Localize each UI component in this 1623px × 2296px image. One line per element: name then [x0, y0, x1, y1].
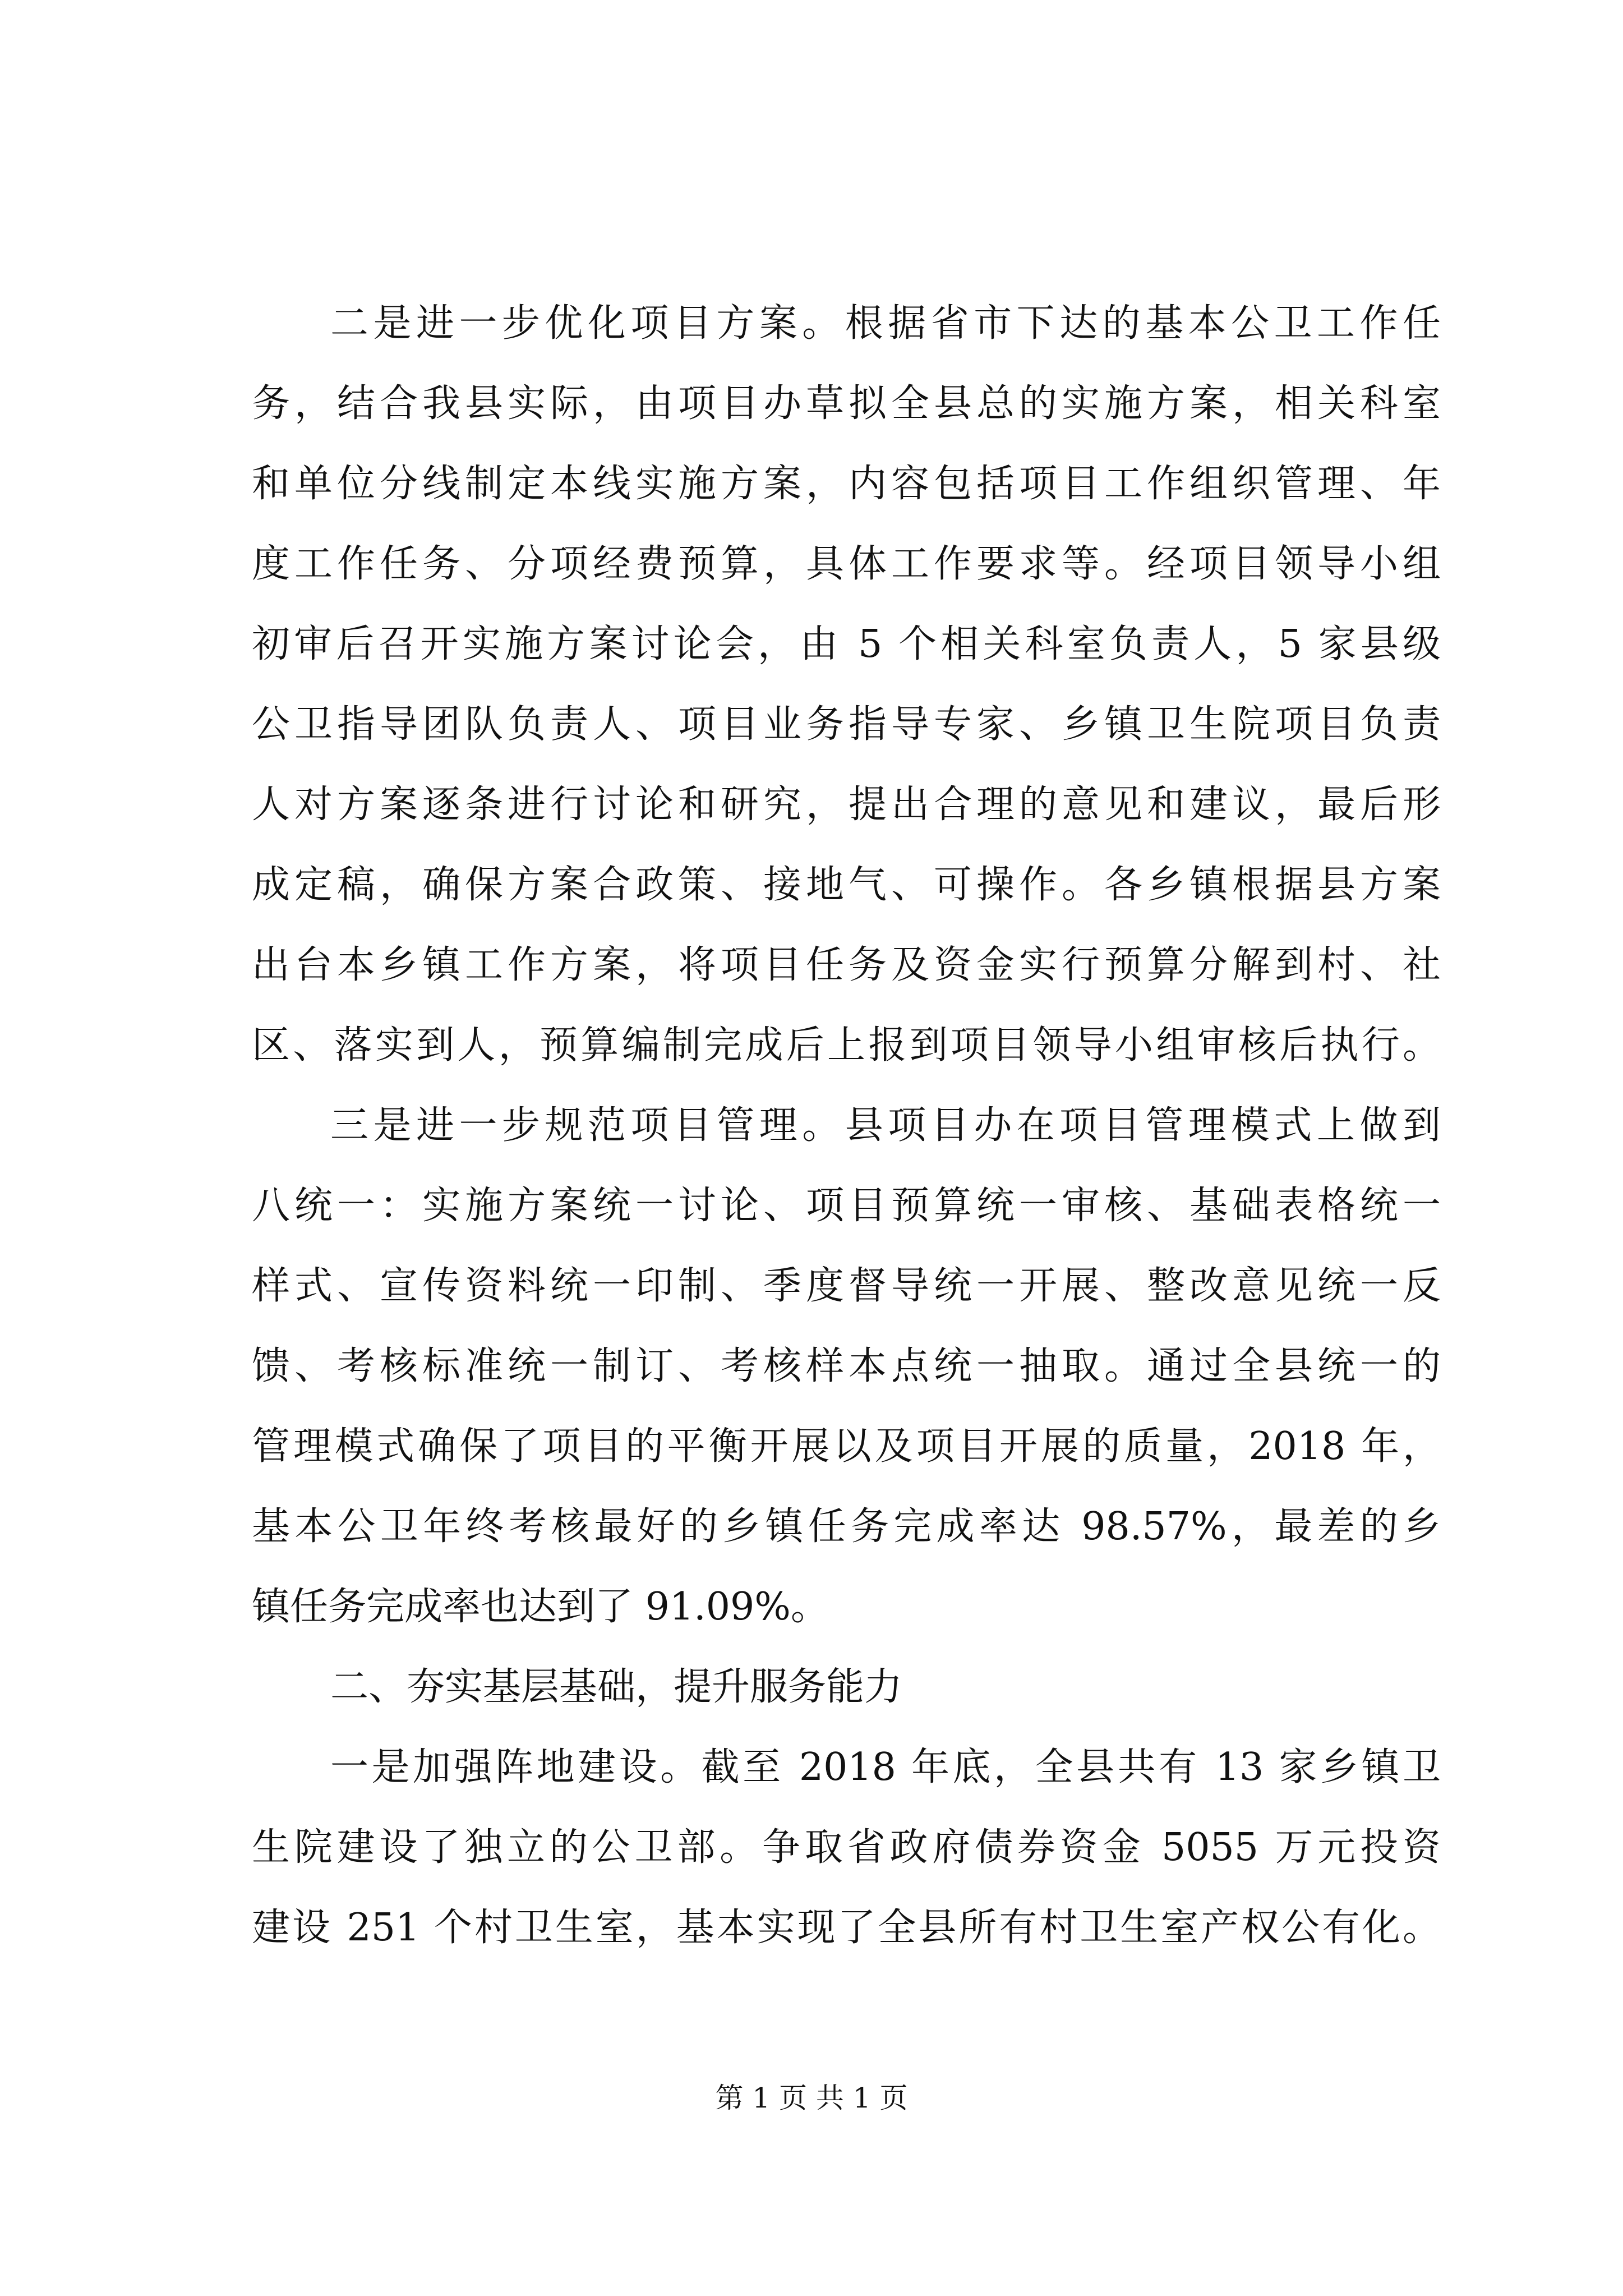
paragraph-project-management: [252, 1085, 1441, 1647]
page-footer: [0, 2081, 1623, 2115]
text-line: 管理模式确保了项目的平衡开展以及项目开展的质量，2018 年，: [252, 1424, 1441, 1469]
text-line: 初审后召开实施方案讨论会，由 5 个相关科室负责人，5 家县级: [252, 622, 1441, 666]
text-line: 建设 251 个村卫生室，基本实现了全县所有村卫生室产权公有化。: [252, 1906, 1441, 1950]
text-line: 三是进一步规范项目管理。县项目办在项目管理模式上做到: [330, 1103, 1441, 1148]
text-line: 一是加强阵地建设。截至 2018 年底，全县共有 13 家乡镇卫: [330, 1745, 1441, 1789]
page-number-label: 第 1 页 共 1 页: [715, 2082, 908, 2114]
paragraph-project-plan: [252, 283, 1441, 1085]
text-line: 生院建设了独立的公卫部。争取省政府债券资金 5055 万元投资: [252, 1825, 1441, 1870]
text-line: 度工作任务、分项经费预算，具体工作要求等。经项目领导小组: [252, 542, 1441, 586]
section-heading: [252, 1647, 1441, 1727]
text-line: 和单位分线制定本线实施方案，内容包括项目工作组织管理、年: [252, 462, 1441, 506]
heading-line: 二、夯实基层基础，提升服务能力: [330, 1665, 903, 1709]
text-line: 人对方案逐条进行讨论和研究，提出合理的意见和建议，最后形: [252, 783, 1441, 827]
text-line: 成定稿，确保方案合政策、接地气、可操作。各乡镇根据县方案: [252, 863, 1441, 907]
text-line: 馈、考核标准统一制订、考核样本点统一抽取。通过全县统一的: [252, 1344, 1441, 1388]
text-line: 镇任务完成率也达到了 91.09%。: [252, 1585, 829, 1629]
text-line: 基本公卫年终考核最好的乡镇任务完成率达 98.57%，最差的乡: [252, 1504, 1441, 1549]
text-line: 出台本乡镇工作方案，将项目任务及资金实行预算分解到村、社: [252, 943, 1441, 987]
text-line: 公卫指导团队负责人、项目业务指导专家、乡镇卫生院项目负责: [252, 702, 1441, 747]
text-line: 务，结合我县实际，由项目办草拟全县总的实施方案，相关科室: [252, 381, 1441, 426]
text-line: 二是进一步优化项目方案。根据省市下达的基本公卫工作任: [330, 301, 1441, 346]
text-line: 八统一：实施方案统一讨论、项目预算统一审核、基础表格统一: [252, 1184, 1441, 1228]
text-line: 区、落实到人，预算编制完成后上报到项目领导小组审核后执行。: [252, 1023, 1441, 1068]
document-body: [252, 283, 1441, 1968]
paragraph-infrastructure: [252, 1727, 1441, 1968]
text-line: 样式、宣传资料统一印制、季度督导统一开展、整改意见统一反: [252, 1264, 1441, 1308]
